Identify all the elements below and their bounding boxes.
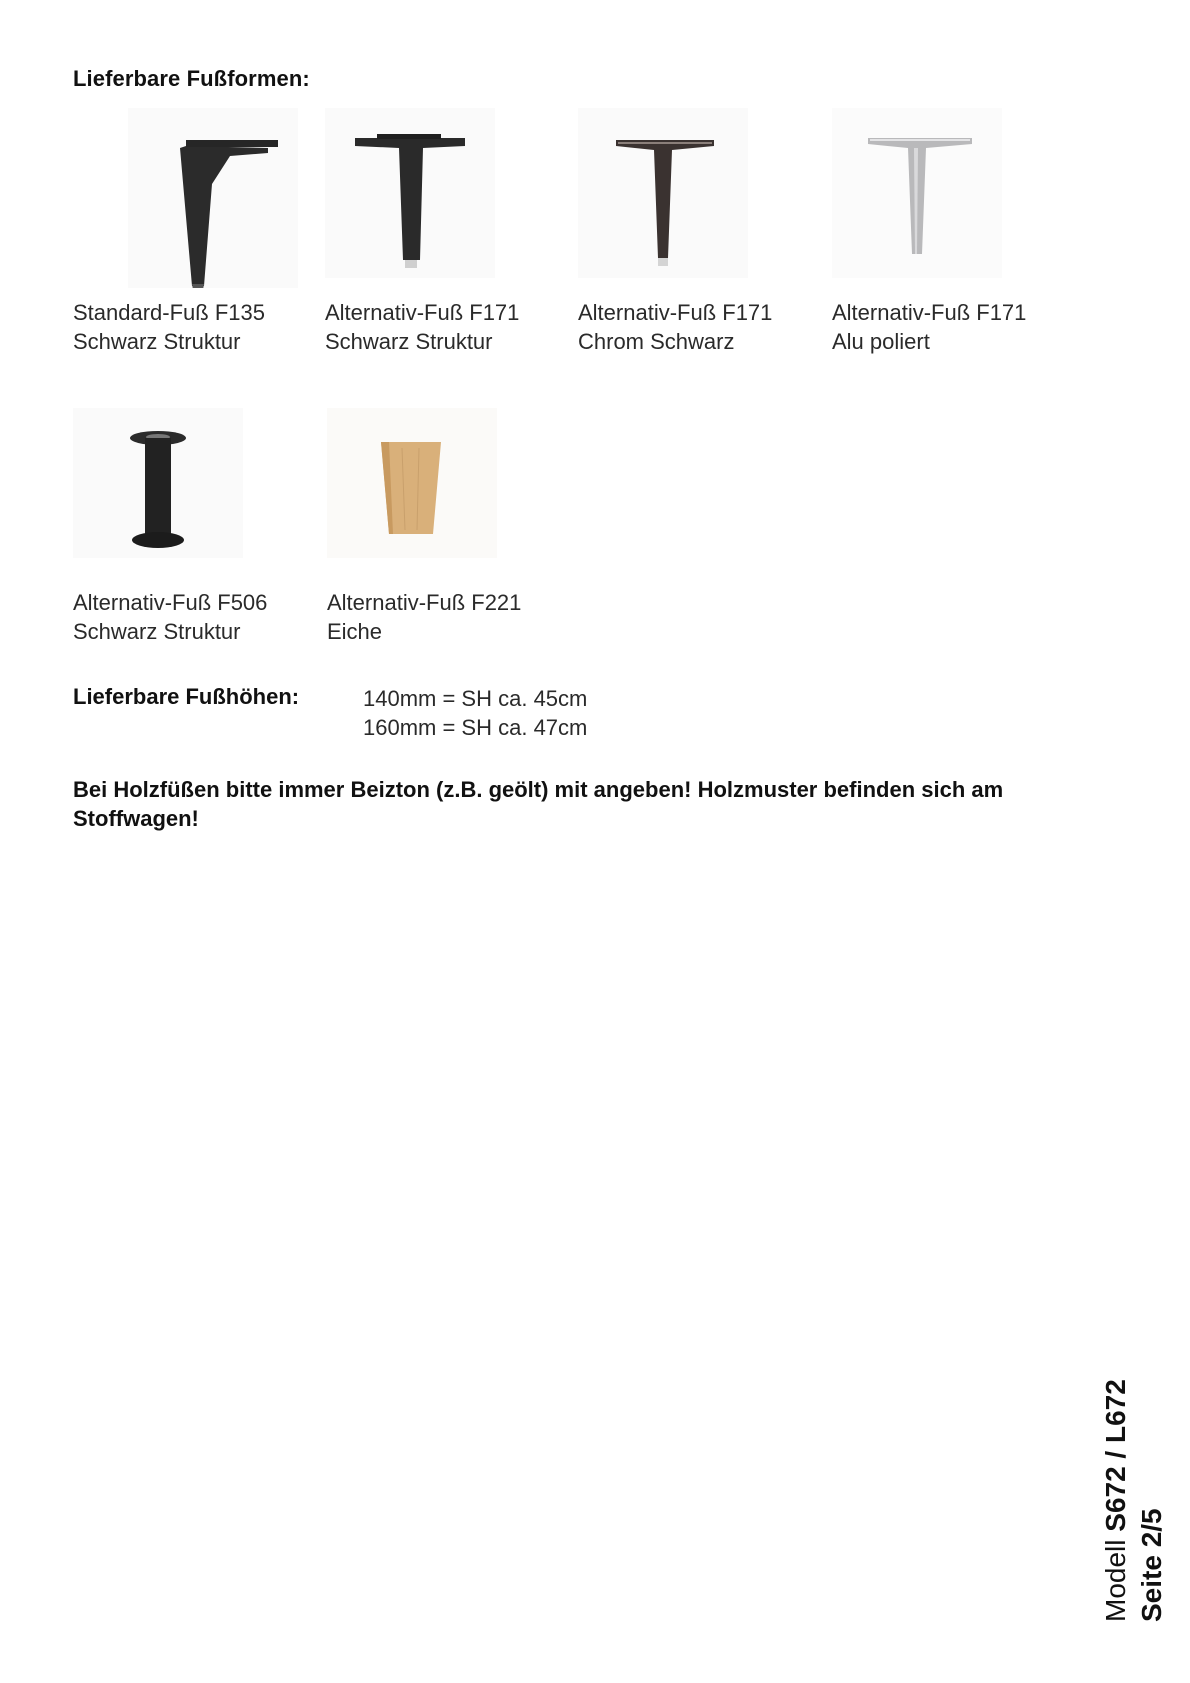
product-name: Alternativ-Fuß F171 [325, 300, 520, 325]
product-finish: Schwarz Struktur [73, 329, 241, 354]
tapered-leg-black-icon [325, 108, 495, 278]
product-name: Alternativ-Fuß F171 [832, 300, 1027, 325]
product-name: Alternativ-Fuß F506 [73, 590, 268, 615]
page-heading: Lieferbare Fußformen: [73, 66, 310, 91]
product-finish: Eiche [327, 619, 383, 644]
page-footer-vertical [1098, 1379, 1170, 1622]
angled-leg-black-icon [128, 108, 298, 288]
heights-list [363, 684, 587, 742]
cylinder-leg-black-icon [73, 408, 243, 558]
tapered-leg-chrome-black-icon [578, 108, 748, 278]
product-name: Standard-Fuß F135 [73, 300, 265, 325]
product-finish: Chrom Schwarz [578, 329, 735, 354]
product-name: Alternativ-Fuß F221 [327, 590, 522, 615]
model-number: S672 / L672 [1100, 1379, 1131, 1532]
model-prefix: Modell [1100, 1531, 1131, 1622]
product-finish: Schwarz Struktur [73, 619, 241, 644]
height-value: 160mm = SH ca. 47cm [363, 715, 588, 740]
product-finish: Alu poliert [832, 329, 930, 354]
tapered-leg-aluminium-icon [832, 108, 1002, 278]
product-name: Alternativ-Fuß F171 [578, 300, 773, 325]
wood-block-leg-oak-icon [327, 408, 497, 558]
height-value: 140mm = SH ca. 45cm [363, 686, 588, 711]
wood-stain-note: Bei Holzfüßen bitte immer Beizton (z.B. geölt) mit angeben! Holzmuster befinden sich am Stoffwagen! [73, 777, 1004, 831]
product-finish: Schwarz Struktur [325, 329, 493, 354]
page-number: Seite 2/5 [1136, 1508, 1167, 1622]
heights-label: Lieferbare Fußhöhen: [73, 684, 300, 709]
